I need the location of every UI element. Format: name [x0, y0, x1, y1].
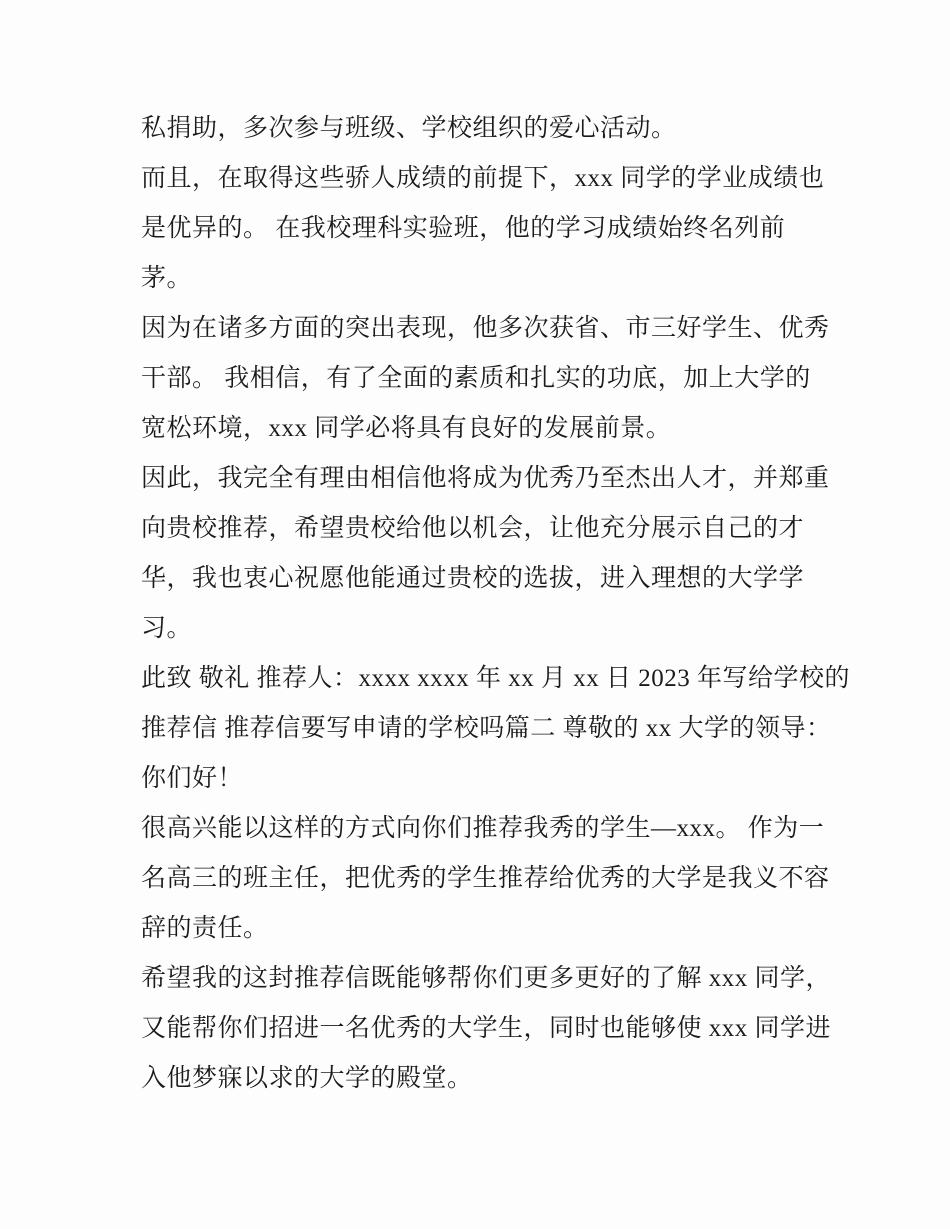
text-line: 是优异的。 在我校理科实验班，他的学习成绩始终名列前	[141, 215, 786, 242]
text-line: 入他梦寐以求的大学的殿堂。	[141, 1065, 473, 1092]
text-line: 华，我也衷心祝愿他能通过贵校的选拔，进入理想的大学学	[141, 565, 805, 592]
text-line: 此致 敬礼 推荐人：xxxx xxxx 年 xx 月 xx 日 2023 年写给学校的	[141, 665, 851, 692]
text-line: 宽松环境，xxx 同学必将具有良好的发展前景。	[141, 415, 672, 442]
text-line: 因此，我完全有理由相信他将成为优秀乃至杰出人才，并郑重	[141, 465, 830, 492]
text-line: 很高兴能以这样的方式向你们推荐我秀的学生—xxx。 作为一	[141, 815, 825, 842]
text-line: 因为在诸多方面的突出表现，他多次获省、市三好学生、优秀	[141, 315, 830, 342]
text-line: 名高三的班主任，把优秀的学生推荐给优秀的大学是我义不容	[141, 865, 830, 892]
text-line: 习。	[141, 615, 193, 642]
text-line: 希望我的这封推荐信既能够帮你们更多更好的了解 xxx 同学，	[141, 965, 832, 992]
text-line: 你们好！	[141, 765, 244, 792]
text-line: 推荐信 推荐信要写申请的学校吗篇二 尊敬的 xx 大学的领导：	[141, 715, 832, 742]
text-line: 干部。 我相信，有了全面的素质和扎实的功底，加上大学的	[141, 365, 811, 392]
text-line: 辞的责任。	[141, 915, 269, 942]
text-line: 而且，在取得这些骄人成绩的前提下，xxx 同学的学业成绩也	[141, 165, 825, 192]
text-line: 又能帮你们招进一名优秀的大学生，同时也能够使 xxx 同学进	[141, 1015, 832, 1042]
text-line: 私捐助，多次参与班级、学校组织的爱心活动。	[141, 115, 677, 142]
text-line: 向贵校推荐，希望贵校给他以机会，让他充分展示自己的才	[141, 515, 805, 542]
letter-body	[141, 104, 931, 1104]
text-line: 茅。	[141, 265, 193, 292]
